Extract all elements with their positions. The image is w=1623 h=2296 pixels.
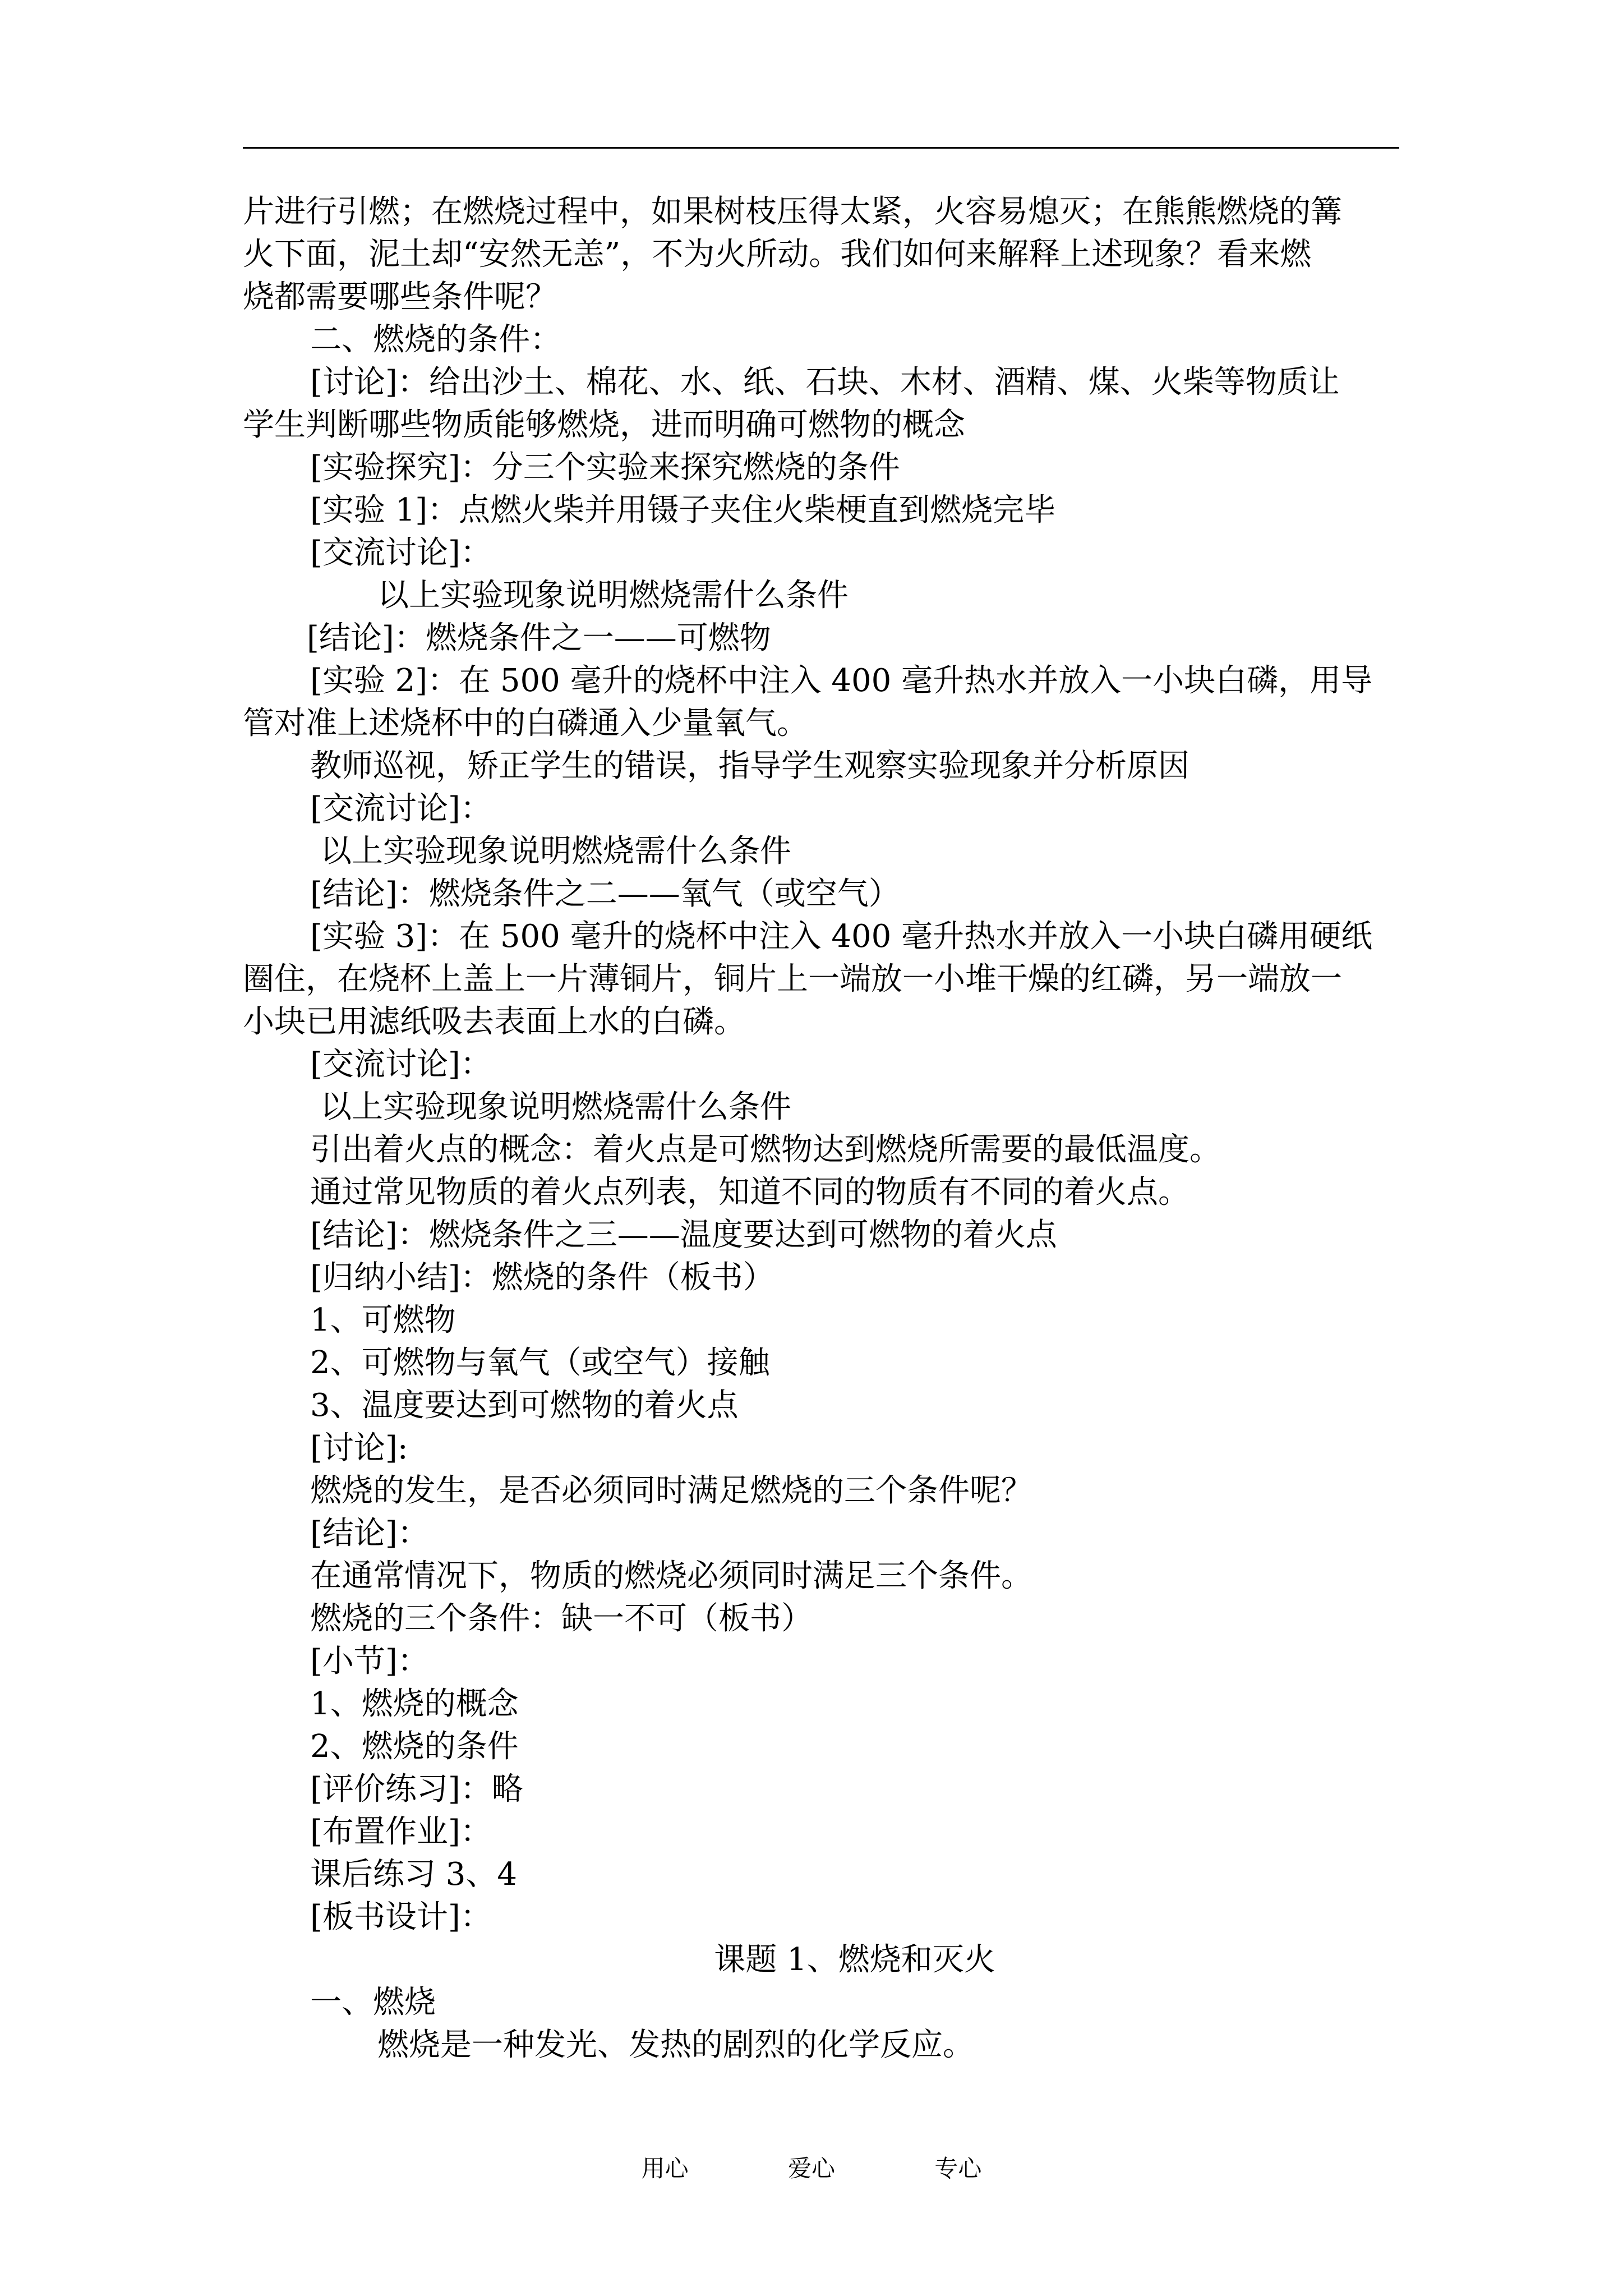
paragraph-line: [评价练习]：略	[310, 1771, 523, 1807]
paragraph-line: 管对准上述烧杯中的白磷通入少量氧气。	[243, 705, 808, 742]
paragraph-line: [结论]：燃烧条件之二——氧气（或空气）	[310, 876, 900, 912]
list-item: 1、可燃物	[310, 1302, 456, 1338]
paragraph-line: [结论]：	[310, 1515, 429, 1552]
paragraph-line: 小块已用滤纸吸去表面上水的白磷。	[243, 1004, 745, 1040]
paragraph-line: 以上实验现象说明燃烧需什么条件	[377, 577, 849, 614]
paragraph-line: [小节]：	[310, 1643, 429, 1680]
paragraph-line: [实验探究]：分三个实验来探究燃烧的条件	[310, 449, 900, 486]
paragraph-line: [结论]：燃烧条件之一——可燃物	[307, 620, 771, 656]
paragraph-line: [交流讨论]：	[310, 1046, 492, 1083]
paragraph-line: 教师巡视，矫正学生的错误，指导学生观察实验现象并分析原因	[310, 748, 1189, 784]
paragraph-line: 以上实验现象说明燃烧需什么条件	[320, 1089, 791, 1125]
board-title: 课题 1、燃烧和灭火	[714, 1941, 995, 1978]
paragraph-line: 课后练习 3、4	[310, 1856, 518, 1893]
paragraph-line: 片进行引燃；在燃烧过程中，如果树枝压得太紧，火容易熄灭；在熊熊燃烧的篝	[243, 194, 1342, 230]
paragraph-line: 学生判断哪些物质能够燃烧，进而明确可燃物的概念	[243, 407, 965, 443]
footer-text: 专心	[934, 2155, 982, 2182]
list-item: 1、燃烧的概念	[310, 1686, 519, 1722]
footer-text: 爱心	[787, 2155, 835, 2182]
paragraph-line: [布置作业]：	[310, 1814, 492, 1850]
paragraph-line: 在通常情况下，物质的燃烧必须同时满足三个条件。	[310, 1558, 1032, 1594]
paragraph-line: 以上实验现象说明燃烧需什么条件	[320, 833, 791, 869]
paragraph-line: 燃烧是一种发光、发热的剧烈的化学反应。	[377, 2027, 974, 2063]
paragraph-line: [讨论]:	[310, 1430, 408, 1466]
paragraph-line: [实验 1]：点燃火柴并用镊子夹住火柴梗直到燃烧完毕	[310, 492, 1056, 528]
paragraph-line: [交流讨论]：	[310, 790, 492, 827]
section-heading: 二、燃烧的条件：	[310, 321, 561, 358]
paragraph-line: [实验 2]：在 500 毫升的烧杯中注入 400 毫升热水并放入一小块白磷，用导	[310, 662, 1373, 699]
paragraph-line: [实验 3]：在 500 毫升的烧杯中注入 400 毫升热水并放入一小块白磷用硬纸	[310, 918, 1373, 955]
header-rule	[243, 147, 1399, 149]
list-item: 2、燃烧的条件	[310, 1728, 519, 1765]
document-body	[243, 191, 1399, 2067]
paragraph-line: 圈住，在烧杯上盖上一片薄铜片，铜片上一端放一小堆干燥的红磷，另一端放一	[243, 961, 1342, 997]
list-item: 2、可燃物与氧气（或空气）接触	[310, 1345, 770, 1381]
paragraph-line: 燃烧的三个条件：缺一不可（板书）	[310, 1600, 813, 1637]
paragraph-line: 引出着火点的概念：着火点是可燃物达到燃烧所需要的最低温度。	[310, 1131, 1221, 1168]
footer-text: 用心	[641, 2155, 689, 2182]
paragraph-line: [讨论]：给出沙土、棉花、水、纸、石块、木材、酒精、煤、火柴等物质让	[310, 364, 1340, 401]
paragraph-line: [归纳小结]：燃烧的条件（板书）	[310, 1259, 774, 1296]
paragraph-line: [结论]：燃烧条件之三——温度要达到可燃物的着火点	[310, 1217, 1057, 1253]
paragraph-line: [板书设计]：	[310, 1899, 492, 1935]
section-heading: 一、燃烧	[310, 1984, 436, 2021]
paragraph-line: [交流讨论]：	[310, 535, 492, 571]
page-footer	[0, 2153, 1623, 2184]
paragraph-line: 通过常见物质的着火点列表，知道不同的物质有不同的着火点。	[310, 1174, 1189, 1211]
paragraph-line: 燃烧的发生，是否必须同时满足燃烧的三个条件呢？	[310, 1473, 1032, 1509]
list-item: 3、温度要达到可燃物的着火点	[310, 1387, 739, 1424]
paragraph-line: 火下面，泥土却“安然无恙”，不为火所动。我们如何来解释上述现象？看来燃	[243, 236, 1312, 273]
paragraph-line: 烧都需要哪些条件呢？	[243, 279, 557, 315]
